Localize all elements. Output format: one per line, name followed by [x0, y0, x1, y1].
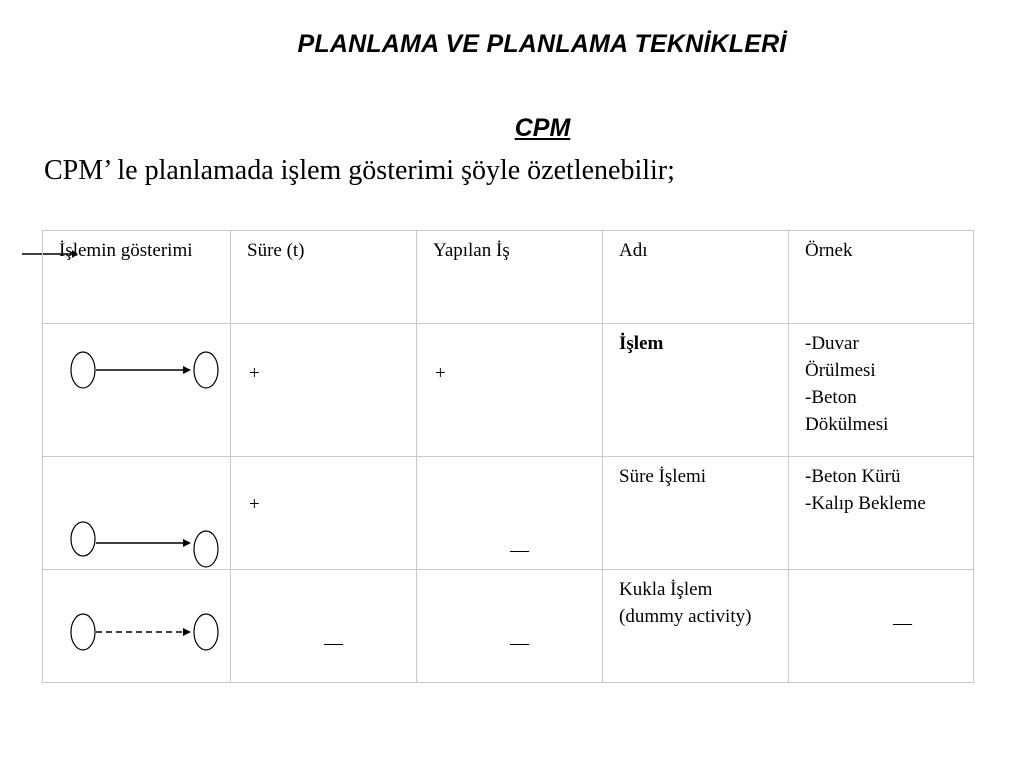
notation-cell [43, 570, 231, 683]
header-label: İşlemin gösterimi [59, 240, 193, 261]
sure-cell [231, 324, 417, 457]
example-line: -Kalıp Bekleme [805, 493, 926, 514]
table-row [43, 457, 974, 570]
adi-cell [603, 457, 789, 570]
example-line: Dökülmesi [805, 414, 889, 435]
ornek-cell [789, 570, 974, 683]
activity-name: İşlem [619, 333, 664, 354]
table-header-row [43, 231, 974, 324]
notation-cell [43, 457, 231, 570]
activity-arrow-icon [69, 346, 219, 396]
ornek-cell [789, 324, 974, 457]
header-label: Süre (t) [247, 240, 305, 261]
table-row [43, 570, 974, 683]
sure-value: — [324, 633, 343, 654]
header-label: Örnek [805, 240, 853, 261]
ornek-cell [789, 457, 974, 570]
example-line: — [893, 613, 912, 634]
example-line: Örülmesi [805, 360, 876, 381]
header-cell-gosterim [43, 231, 231, 324]
sure-value: + [249, 363, 260, 384]
yapilan-is-cell [417, 324, 603, 457]
header-label: Yapılan İş [433, 240, 510, 261]
example-line: -Beton Kürü [805, 466, 901, 487]
sure-cell [231, 457, 417, 570]
yapilan-is-value: — [510, 633, 529, 654]
example-line: -Duvar [805, 333, 859, 354]
example-line: -Beton [805, 387, 857, 408]
header-cell-sure [231, 231, 417, 324]
sure-value: + [249, 494, 260, 515]
adi-cell [603, 324, 789, 457]
table-row [43, 324, 974, 457]
intro-text: CPM’ le planlamada işlem gösterimi şöyle özetlenebilir; [44, 155, 675, 186]
cpm-notation-table [42, 230, 974, 683]
yapilan-is-value: + [435, 363, 446, 384]
yapilan-is-cell [417, 570, 603, 683]
adi-cell [603, 570, 789, 683]
yapilan-is-value: — [510, 540, 529, 561]
dummy-arrow-icon [69, 608, 219, 658]
notation-cell [43, 324, 231, 457]
duration-arrow-icon [69, 519, 219, 571]
activity-name: Kukla İşlem (dummy activity) [619, 579, 752, 627]
activity-name: Süre İşlemi [619, 466, 707, 487]
section-subtitle: CPM [514, 114, 571, 142]
yapilan-is-cell [417, 457, 603, 570]
header-label: Adı [619, 240, 648, 261]
slide-title: PLANLAMA VE PLANLAMA TEKNİKLERİ [297, 30, 787, 58]
header-cell-adi [603, 231, 789, 324]
sure-cell [231, 570, 417, 683]
header-cell-yapilan-is [417, 231, 603, 324]
header-cell-ornek [789, 231, 974, 324]
